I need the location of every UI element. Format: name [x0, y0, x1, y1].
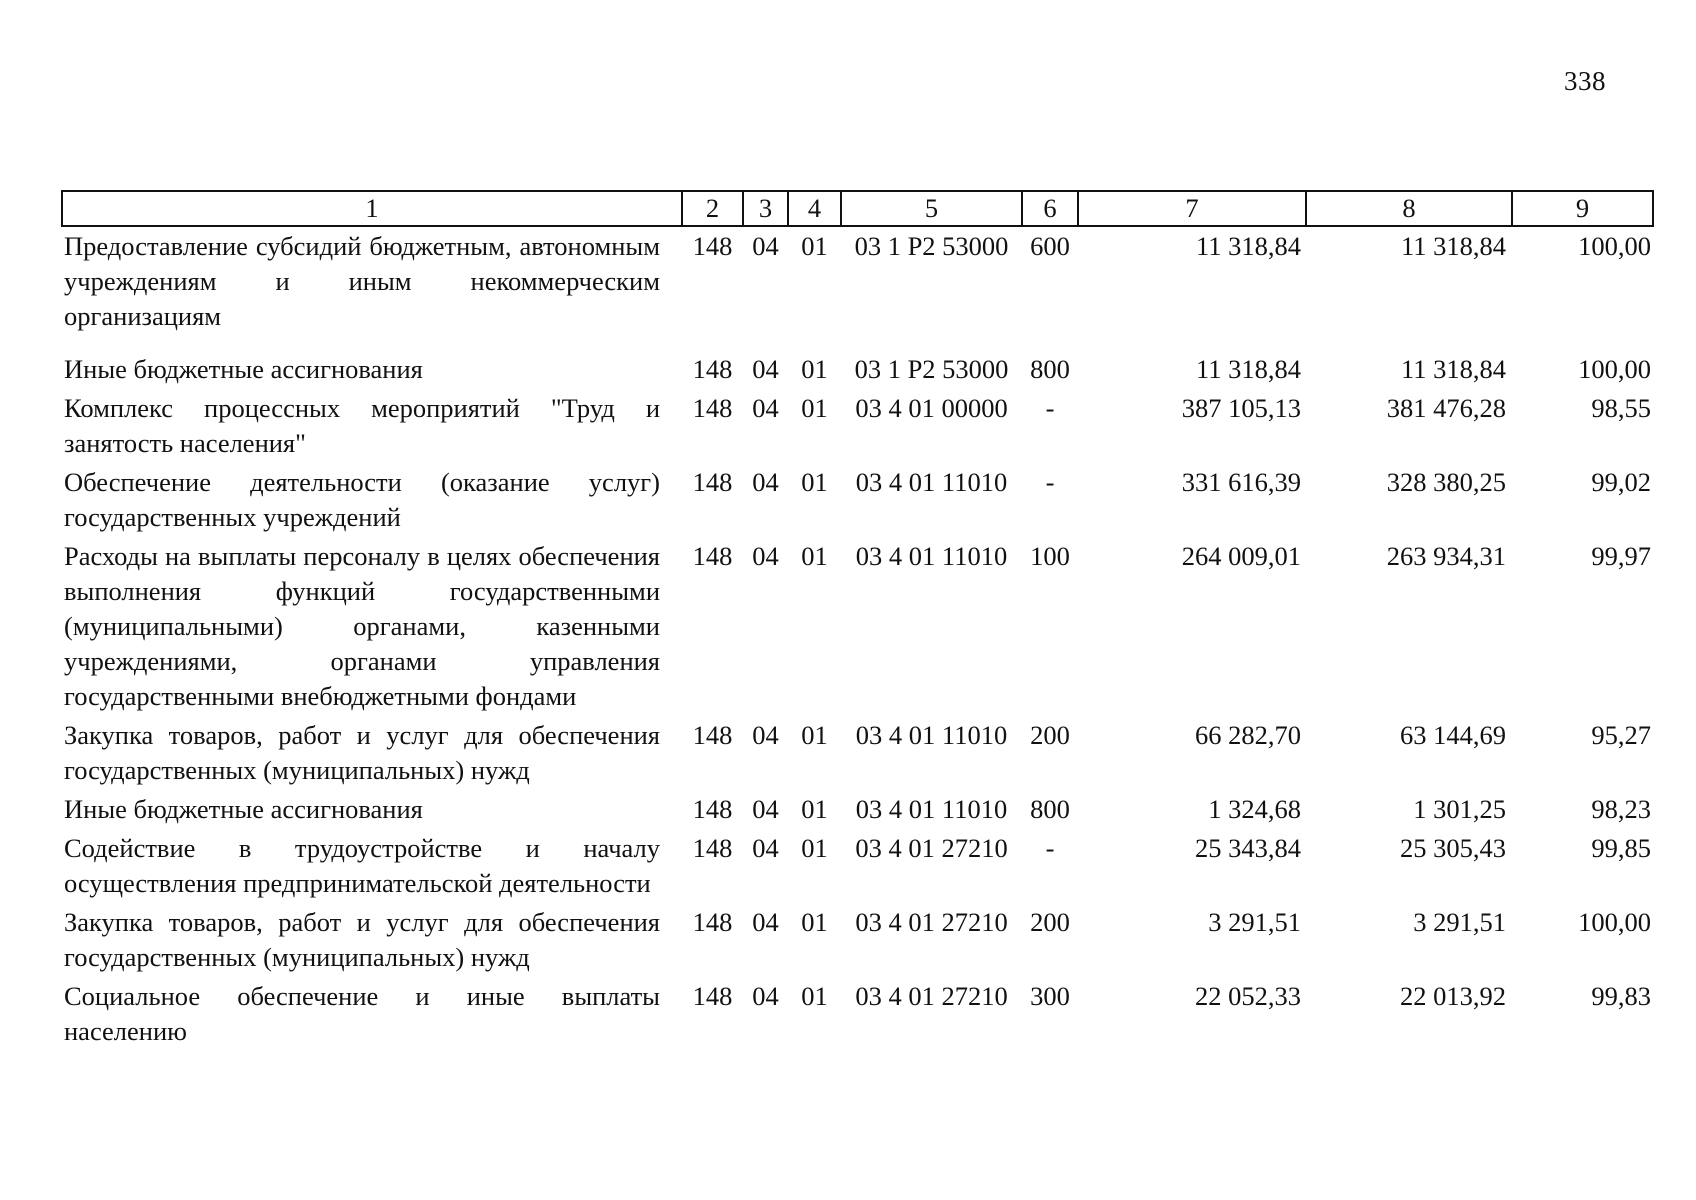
- cell-target-article: 03 4 01 11010: [855, 794, 1008, 824]
- cell-admin-code: 148: [692, 541, 733, 571]
- cell-section: 04: [752, 354, 779, 384]
- cell-executed: 22 013,92: [1400, 981, 1506, 1011]
- cell-section: 04: [752, 467, 779, 497]
- column-header: 9: [1512, 191, 1653, 226]
- cell-executed: 381 476,28: [1386, 393, 1506, 423]
- cell-admin-code: 148: [692, 467, 733, 497]
- cell-subsection: 01: [801, 794, 828, 824]
- column-header: 1: [62, 191, 682, 226]
- cell-planned: 11 318,84: [1195, 354, 1301, 384]
- table-row: [62, 389, 1653, 463]
- page-number: 338: [1564, 66, 1606, 96]
- column-header: 7: [1078, 191, 1306, 226]
- row-name: Закупка товаров, работ и услуг для обеспечения государственных (муниципальных) нужд: [64, 720, 660, 785]
- cell-admin-code: 148: [692, 794, 733, 824]
- cell-percent: 98,23: [1591, 794, 1651, 824]
- table-row: [62, 790, 1653, 829]
- table-row: [62, 350, 1653, 389]
- cell-subsection: 01: [801, 720, 828, 750]
- cell-target-article: 03 4 01 27210: [855, 981, 1008, 1011]
- row-name: Предоставление субсидий бюджетным, автономным учреждениям и иным некоммерческим организациям: [64, 231, 660, 331]
- cell-expense-type: 100: [1030, 541, 1070, 571]
- cell-executed: 11 318,84: [1400, 354, 1506, 384]
- table-row: [62, 716, 1653, 790]
- cell-admin-code: 148: [692, 354, 733, 384]
- cell-expense-type: 800: [1030, 794, 1070, 824]
- cell-percent: 95,27: [1591, 720, 1651, 750]
- cell-admin-code: 148: [692, 981, 733, 1011]
- row-name: Закупка товаров, работ и услуг для обеспечения государственных (муниципальных) нужд: [64, 907, 660, 972]
- cell-subsection: 01: [801, 231, 828, 261]
- table-row: [62, 226, 1653, 350]
- cell-planned: 11 318,84: [1195, 231, 1301, 261]
- row-name: Расходы на выплаты персоналу в целях обеспечения выполнения функций государственными (муниципальными) органами, казенными учреждениями, органами управления государственными внебюджетными фондами: [64, 541, 660, 711]
- cell-executed: 3 291,51: [1413, 907, 1506, 937]
- column-header: 4: [788, 191, 841, 226]
- cell-subsection: 01: [801, 541, 828, 571]
- cell-planned: 1 324,68: [1208, 794, 1301, 824]
- cell-section: 04: [752, 393, 779, 423]
- column-header: 2: [682, 191, 743, 226]
- row-name: Содействие в трудоустройстве и началу осуществления предпринимательской деятельности: [64, 833, 660, 898]
- cell-executed: 25 305,43: [1400, 833, 1506, 863]
- row-name: Обеспечение деятельности (оказание услуг) государственных учреждений: [64, 467, 660, 532]
- cell-target-article: 03 4 01 11010: [855, 720, 1008, 750]
- cell-subsection: 01: [801, 907, 828, 937]
- table-row: [62, 903, 1653, 977]
- cell-percent: 99,97: [1591, 541, 1651, 571]
- cell-target-article: 03 4 01 27210: [855, 907, 1008, 937]
- budget-table: [61, 190, 1654, 1051]
- cell-executed: 63 144,69: [1400, 720, 1506, 750]
- cell-subsection: 01: [801, 833, 828, 863]
- cell-section: 04: [752, 541, 779, 571]
- cell-executed: 263 934,31: [1386, 541, 1506, 571]
- cell-expense-type: 300: [1030, 981, 1070, 1011]
- table-row: [62, 829, 1653, 903]
- cell-admin-code: 148: [692, 907, 733, 937]
- cell-percent: 99,02: [1591, 467, 1651, 497]
- cell-planned: 25 343,84: [1195, 833, 1301, 863]
- column-header: 5: [841, 191, 1022, 226]
- cell-section: 04: [752, 794, 779, 824]
- table-row: [62, 463, 1653, 537]
- cell-section: 04: [752, 231, 779, 261]
- cell-planned: 264 009,01: [1181, 541, 1301, 571]
- cell-expense-type: -: [1045, 833, 1055, 863]
- table-row: [62, 537, 1653, 716]
- cell-percent: 99,83: [1591, 981, 1651, 1011]
- cell-executed: 1 301,25: [1413, 794, 1506, 824]
- cell-target-article: 03 4 01 27210: [855, 833, 1008, 863]
- cell-executed: 11 318,84: [1400, 231, 1506, 261]
- cell-admin-code: 148: [692, 720, 733, 750]
- cell-planned: 22 052,33: [1195, 981, 1301, 1011]
- cell-target-article: 03 4 01 11010: [855, 541, 1008, 571]
- cell-expense-type: 800: [1030, 354, 1070, 384]
- cell-admin-code: 148: [692, 231, 733, 261]
- cell-section: 04: [752, 833, 779, 863]
- cell-admin-code: 148: [692, 393, 733, 423]
- cell-subsection: 01: [801, 981, 828, 1011]
- table-row: [62, 977, 1653, 1051]
- cell-target-article: 03 4 01 11010: [855, 467, 1008, 497]
- cell-planned: 3 291,51: [1208, 907, 1301, 937]
- row-name: Комплекс процессных мероприятий "Труд и занятость населения": [64, 393, 660, 458]
- cell-section: 04: [752, 981, 779, 1011]
- row-name: Иные бюджетные ассигнования: [64, 794, 423, 824]
- column-header: 6: [1022, 191, 1078, 226]
- column-header: 8: [1306, 191, 1512, 226]
- table-header-row: [62, 191, 1653, 226]
- cell-percent: 98,55: [1591, 393, 1651, 423]
- cell-executed: 328 380,25: [1386, 467, 1506, 497]
- cell-planned: 331 616,39: [1181, 467, 1301, 497]
- cell-section: 04: [752, 720, 779, 750]
- cell-admin-code: 148: [692, 833, 733, 863]
- cell-planned: 66 282,70: [1195, 720, 1301, 750]
- cell-subsection: 01: [801, 354, 828, 384]
- cell-subsection: 01: [801, 467, 828, 497]
- row-name: Социальное обеспечение и иные выплаты населению: [64, 981, 660, 1046]
- cell-planned: 387 105,13: [1181, 393, 1301, 423]
- cell-expense-type: 200: [1030, 907, 1070, 937]
- cell-percent: 100,00: [1578, 231, 1651, 261]
- cell-target-article: 03 4 01 00000: [855, 393, 1008, 423]
- cell-target-article: 03 1 P2 53000: [854, 354, 1009, 384]
- cell-expense-type: 600: [1030, 231, 1070, 261]
- cell-expense-type: -: [1045, 467, 1055, 497]
- cell-section: 04: [752, 907, 779, 937]
- cell-subsection: 01: [801, 393, 828, 423]
- row-name: Иные бюджетные ассигнования: [64, 354, 423, 384]
- cell-target-article: 03 1 P2 53000: [854, 231, 1009, 261]
- column-header: 3: [743, 191, 788, 226]
- cell-expense-type: 200: [1030, 720, 1070, 750]
- cell-percent: 100,00: [1578, 907, 1651, 937]
- cell-expense-type: -: [1045, 393, 1055, 423]
- cell-percent: 99,85: [1591, 833, 1651, 863]
- cell-percent: 100,00: [1578, 354, 1651, 384]
